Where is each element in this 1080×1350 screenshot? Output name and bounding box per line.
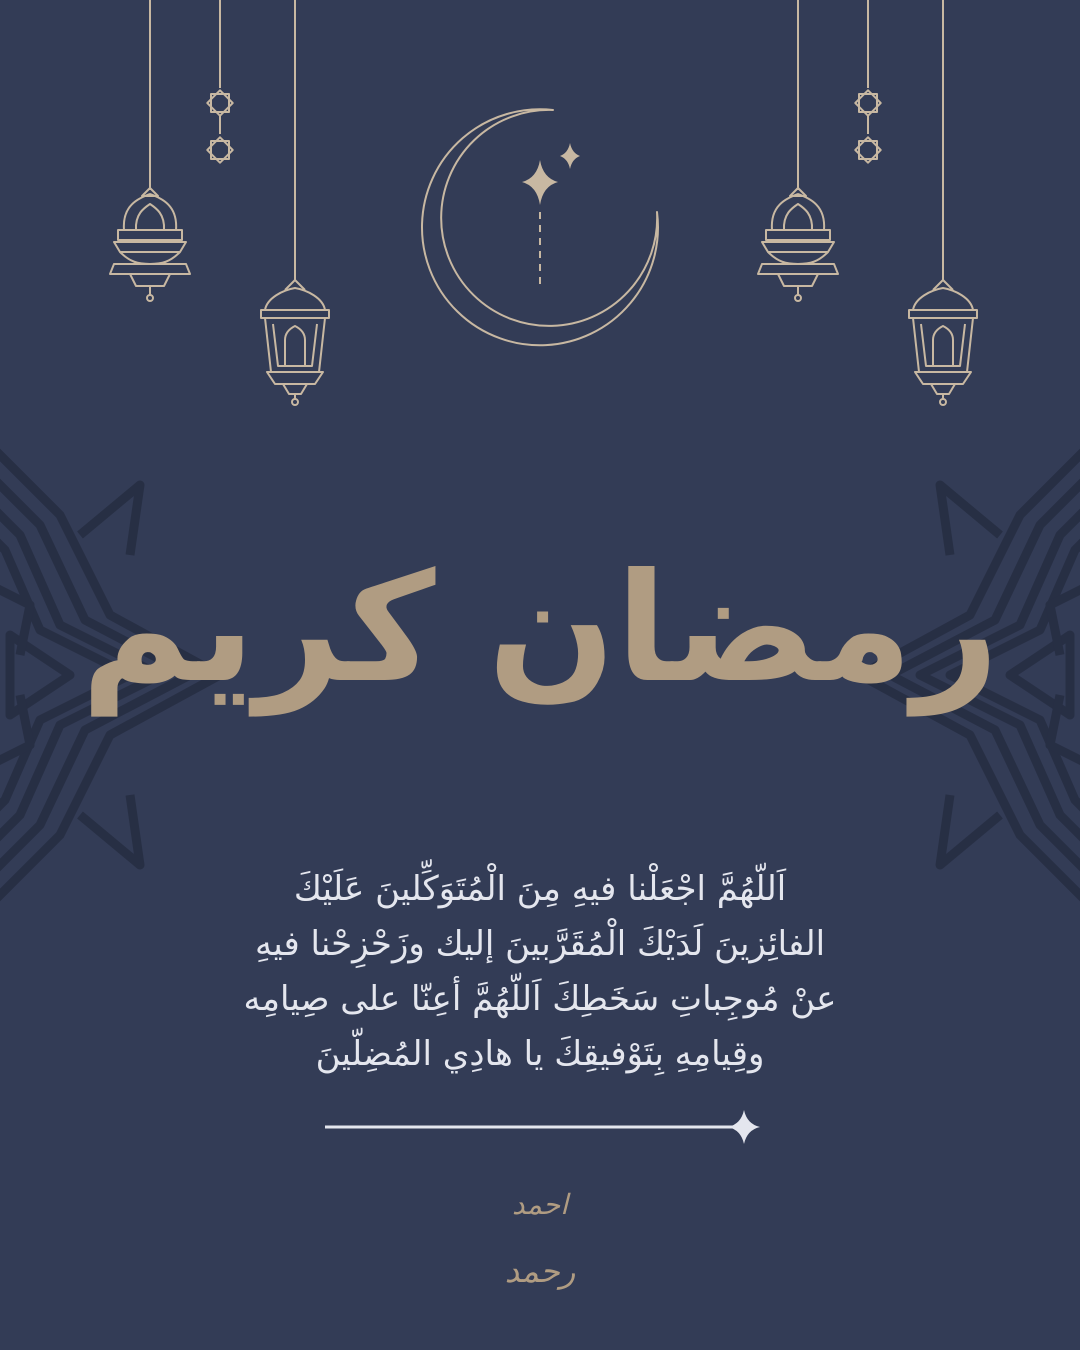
eight-point-star-icon xyxy=(855,90,880,115)
dua-line: وقِيامِهِ بِتَوْفيقِكَ يا هادِي المُضِلّينَ xyxy=(315,1034,765,1074)
hanging-lantern-icon xyxy=(110,178,190,301)
dua-text xyxy=(140,862,940,1082)
dua-line: اَللّهُمَّ اجْعَلْنا فيهِ مِنَ الْمُتَوَكِّلينَ عَلَيْكَ xyxy=(293,869,787,909)
signature-first: احمد xyxy=(512,1188,568,1221)
title-calligraphy: رمضان كريم xyxy=(80,542,1000,716)
hanging-lantern-icon xyxy=(758,178,838,301)
hanging-lantern-icon xyxy=(909,270,977,405)
sparkle-star-icon xyxy=(522,143,580,205)
divider xyxy=(325,1110,760,1144)
eight-point-star-icon xyxy=(207,90,232,115)
eight-point-star-icon xyxy=(855,137,880,162)
signature-second: رحمد xyxy=(504,1252,576,1290)
hanging-lantern-icon xyxy=(261,270,329,405)
dua-line: عنْ مُوجِباتِ سَخَطِكَ اَللّهُمَّ أعِنّا على صِيامِه xyxy=(243,979,837,1019)
eight-point-star-icon xyxy=(207,137,232,162)
dua-line: الفائِزينَ لَدَيْكَ الْمُقَرَّبينَ إليك وزَحْزِحْنا فيهِ xyxy=(254,924,826,964)
